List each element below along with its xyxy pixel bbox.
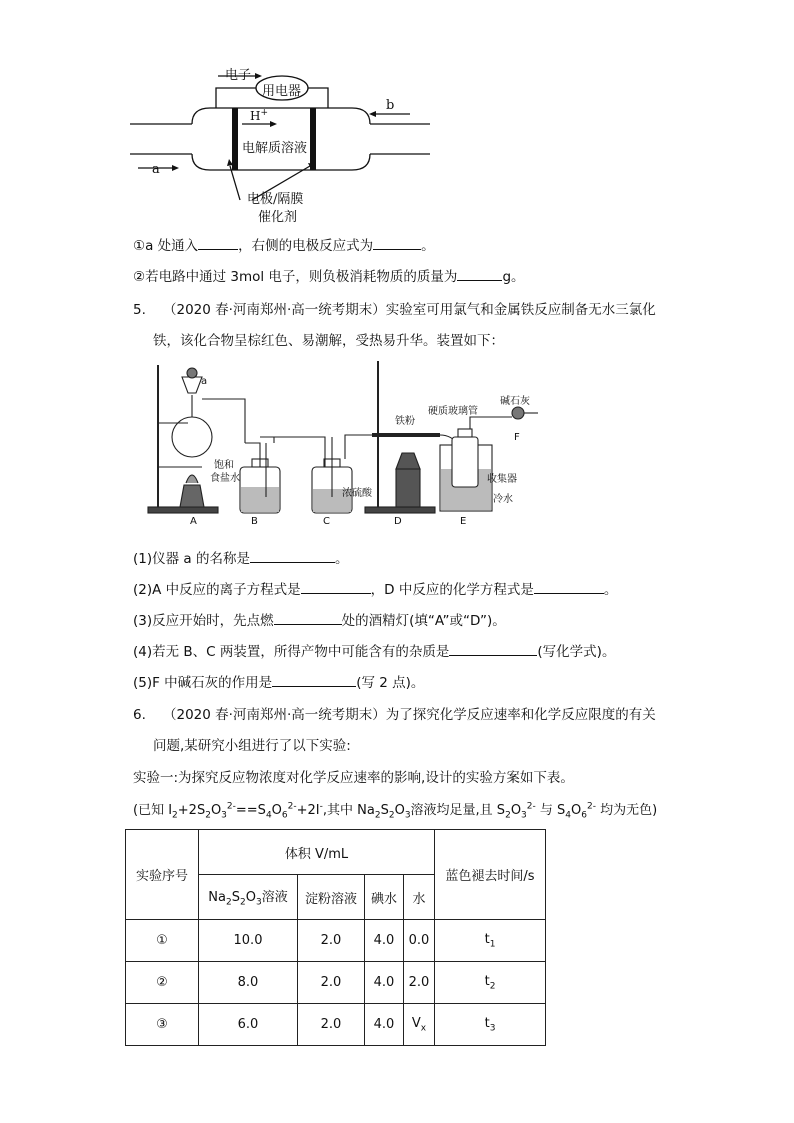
q4-sub1: ①a 处通入 ，右侧的电极反应式为 。 — [133, 234, 435, 254]
table-row: ② 8.0 2.0 4.0 2.0 $t_2$ — [126, 962, 546, 1004]
header-seq: 实验序号 — [126, 830, 199, 920]
answer-blank[interactable] — [274, 610, 342, 625]
answer-blank[interactable] — [457, 266, 502, 281]
label-D: D — [394, 516, 402, 527]
q5-part4: (4)若无 B、C 两装置，所得产物中可能含有的杂质是 (写化学式)。 — [133, 640, 615, 660]
label-saturated-brine-2: 食盐水 — [210, 473, 240, 484]
header-starch: 淀粉溶液 — [298, 875, 365, 920]
q5-intro-cont: 铁，该化合物呈棕红色、易潮解，受热易升华。装置如下： — [153, 333, 504, 349]
label-A: A — [190, 516, 197, 527]
answer-blank[interactable] — [301, 579, 371, 594]
header-time: 蓝色褪去时间/s — [435, 830, 546, 920]
q5-part3: (3)反应开始时，先点燃 处的酒精灯(填“A”或“D”)。 — [133, 609, 506, 629]
answer-blank[interactable] — [449, 641, 537, 656]
label-E: E — [460, 516, 467, 527]
label-F: F — [514, 432, 520, 443]
q5-part1: (1)仪器 a 的名称是 。 — [133, 547, 348, 567]
q4-sub2: ②若电路中通过 3mol 电子，则负极消耗物质的质量为 g。 — [133, 265, 525, 285]
proton-label: H+ — [250, 108, 269, 123]
answer-blank[interactable] — [373, 235, 421, 250]
table-row: ① 10.0 2.0 4.0 0.0 $t_1$ — [126, 920, 546, 962]
q5-part5: (5)F 中碱石灰的作用是 (写 2 点)。 — [133, 671, 424, 691]
inlet-a-label: a — [152, 162, 160, 177]
table-row: ③ 6.0 2.0 4.0 $V_x$ $t_3$ — [126, 1004, 546, 1046]
q6-intro: 6. （2020 春·河南郑州·高一统考期末）为了探究化学反应速率和化学反应限度的有关 — [133, 707, 656, 723]
answer-blank[interactable] — [272, 672, 356, 687]
q5-intro: 5. （2020 春·河南郑州·高一统考期末）实验室可用氯气和金属铁反应制备无水三氯化 — [133, 302, 656, 318]
header-iodine: 碘水 — [365, 875, 404, 920]
header-volume: 体积 V/mL — [199, 830, 435, 875]
label-conc-h2so4: 浓硫酸 — [342, 488, 372, 499]
label-a: a — [201, 376, 208, 387]
header-water: 水 — [404, 875, 435, 920]
caption-electrode: 电极/隔膜 — [247, 192, 304, 207]
q6-known-equation: (已知 $I_2+2S_2O_3^{2-}==S_4O_6^{2-}+2I^-$,其中 $Na_2S_2O_3$溶液均足量,且 $S_2O_3^{2-}$ 与 $S_4O_6^{2-}$ 均为无色) — [133, 801, 658, 821]
load-label: 用电器 — [262, 84, 302, 99]
inlet-b-label: b — [386, 98, 395, 113]
label-iron-powder: 铁粉 — [395, 416, 415, 427]
q6-experiment1: 实验一:为探究反应物浓度对化学反应速率的影响,设计的实验方案如下表。 — [133, 770, 574, 786]
electrolyte-label: 电解质溶液 — [242, 141, 308, 156]
answer-blank[interactable] — [534, 579, 604, 594]
label-cold-water: 冷水 — [493, 494, 513, 505]
header-na2s2o3: $Na_2S_2O_3$溶液 — [199, 875, 298, 920]
answer-blank[interactable] — [250, 548, 335, 563]
label-collector: 收集器 — [487, 474, 517, 485]
label-soda-lime: 碱石灰 — [500, 396, 530, 407]
answer-blank[interactable] — [198, 235, 238, 250]
label-saturated-brine-1: 饱和 — [214, 460, 234, 471]
q6-intro-cont: 问题,某研究小组进行了以下实验: — [153, 738, 351, 754]
label-C: C — [323, 516, 330, 527]
q5-part2: (2)A 中反应的离子方程式是 ，D 中反应的化学方程式是 。 — [133, 578, 617, 598]
label-hard-glass-tube: 硬质玻璃管 — [428, 406, 478, 417]
electron-label: 电子 — [225, 68, 252, 83]
label-B: B — [251, 516, 258, 527]
experiment-table — [125, 829, 546, 1046]
caption-catalyst: 催化剂 — [258, 210, 298, 225]
